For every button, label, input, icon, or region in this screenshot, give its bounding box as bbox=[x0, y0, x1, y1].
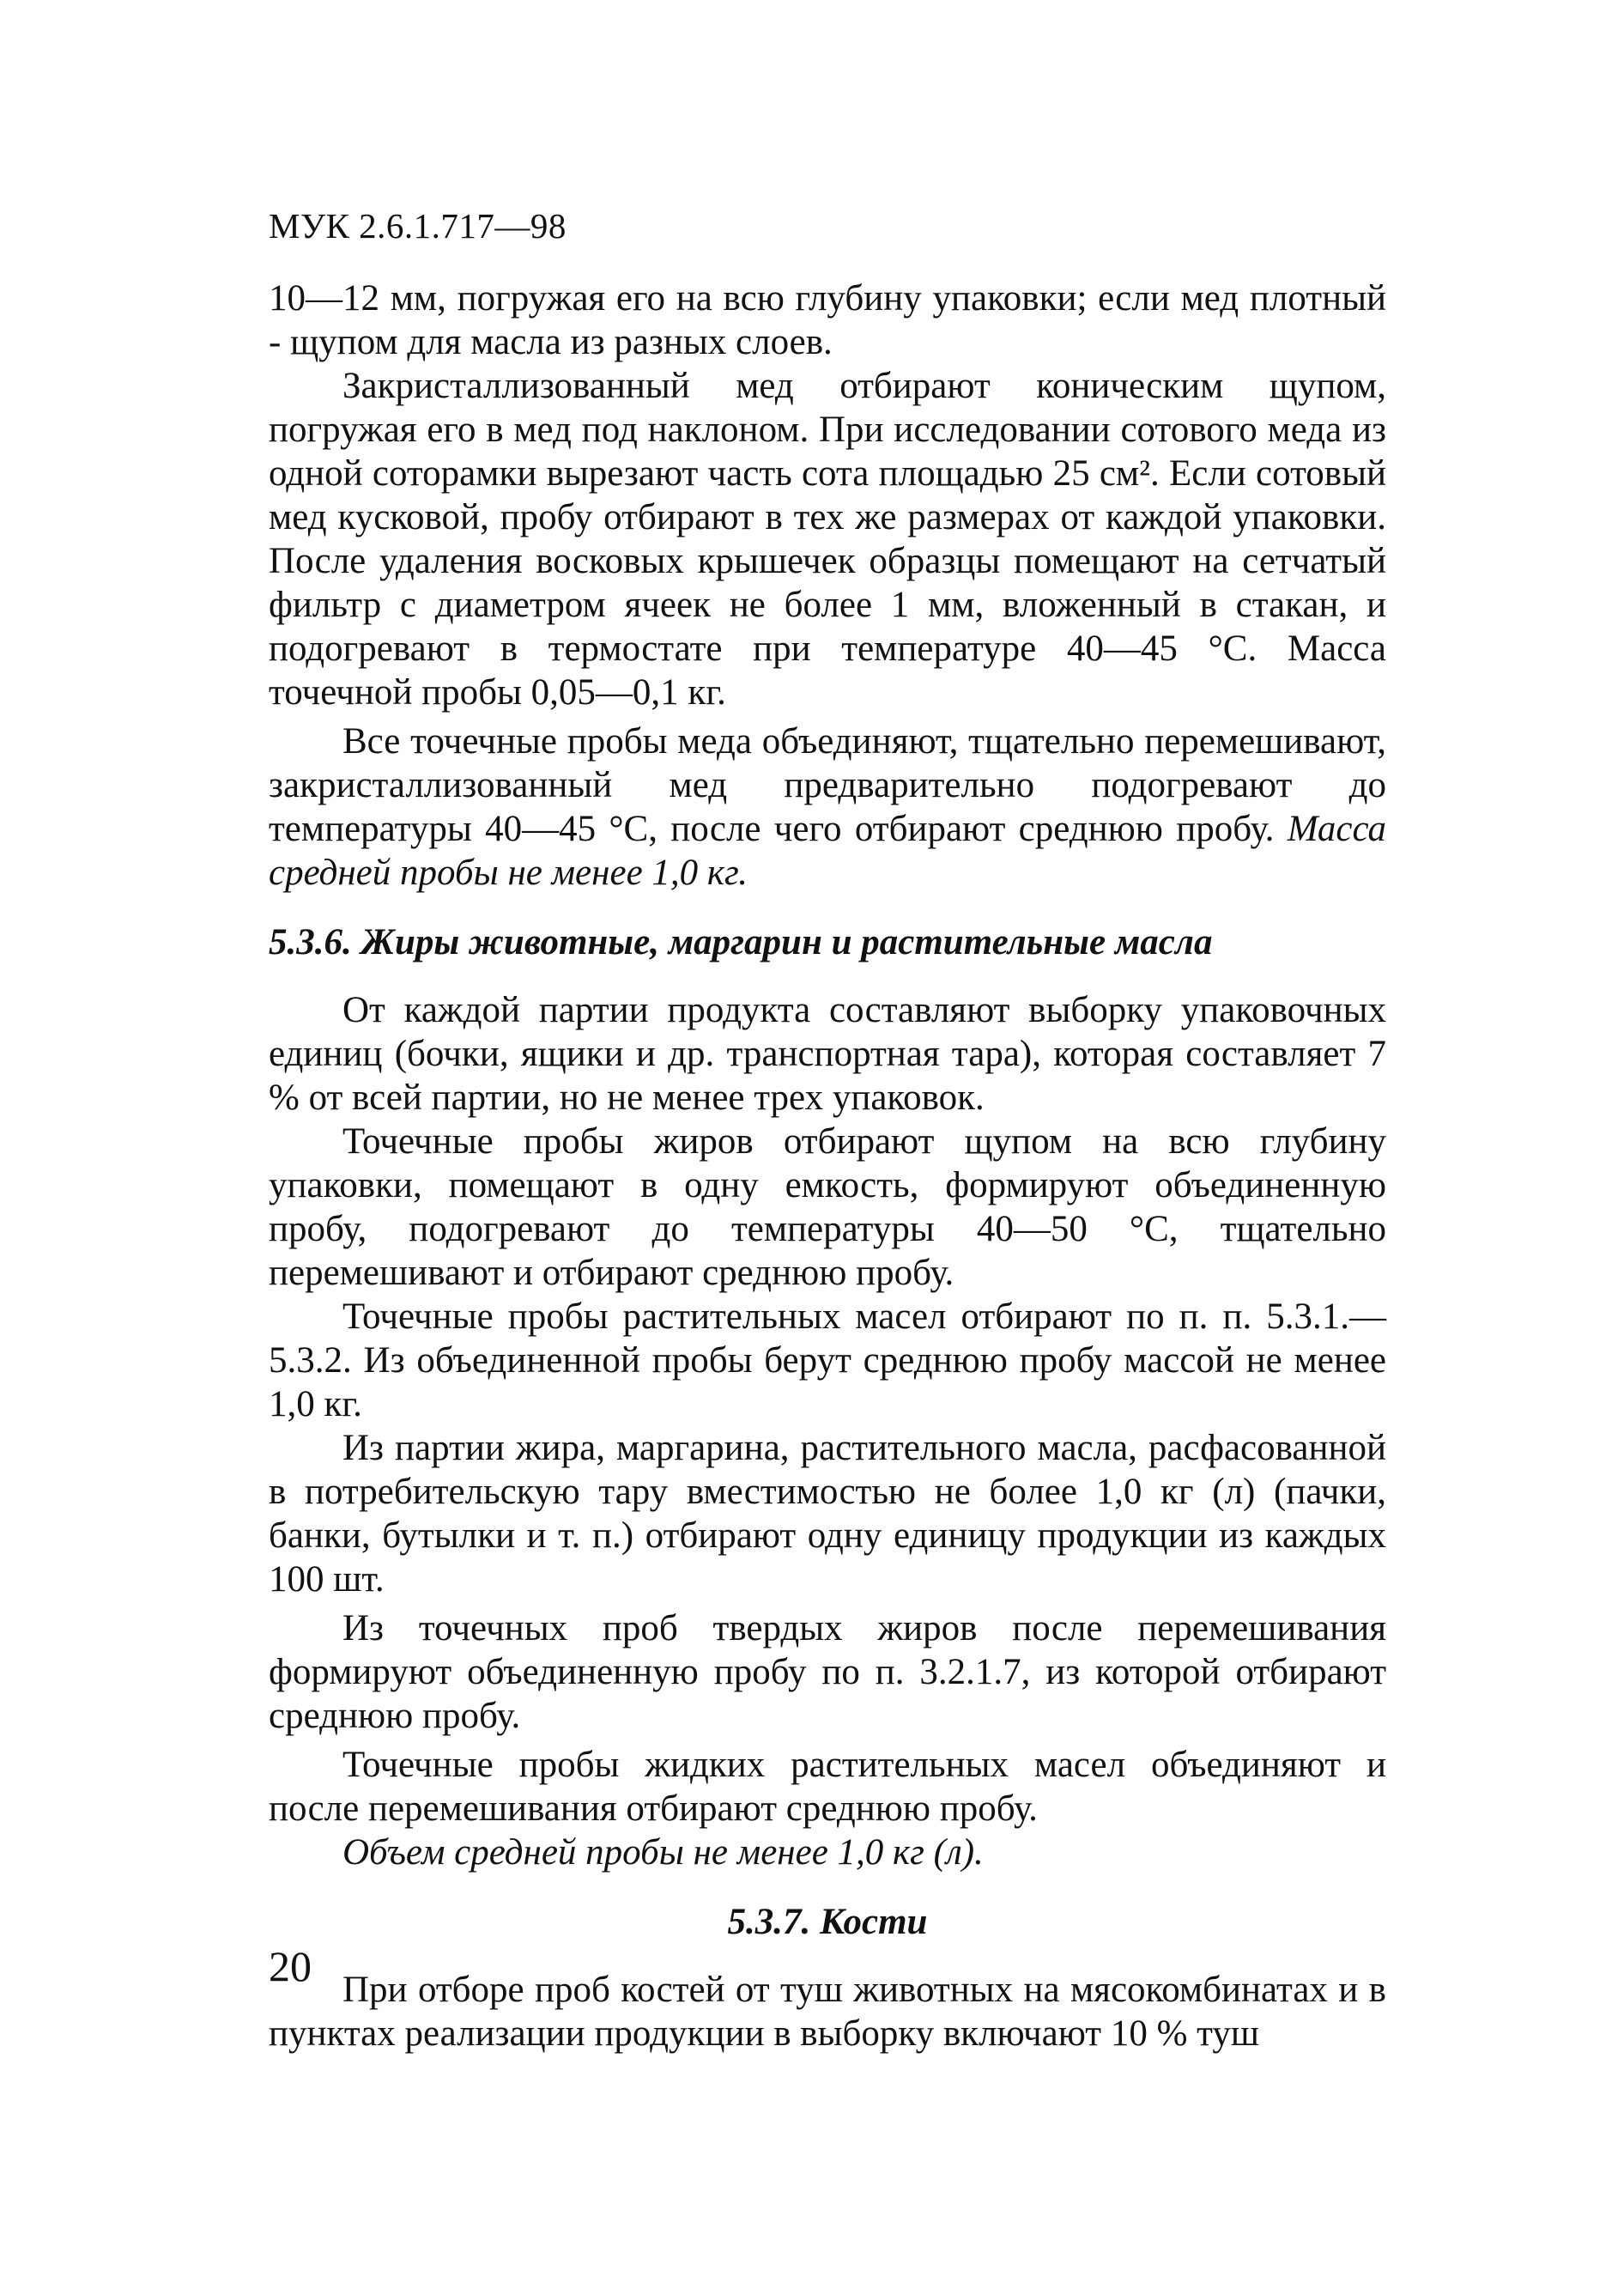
document-code-header: МУК 2.6.1.717—98 bbox=[269, 206, 567, 246]
paragraph-honey-mass-note: Масса средней пробы не менее 1,0 кг. bbox=[269, 809, 1386, 893]
paragraph-liquid-oils: Точечные пробы жидких растительных масел объединяют и после перемешивания отбирают среднюю пробу. bbox=[269, 1745, 1386, 1829]
paragraph-solid-fats: Из точечных проб твердых жиров после перемешивания формируют объединенную пробу по п. 3.2.1.7, из которой отбирают среднюю пробу. bbox=[269, 1608, 1386, 1736]
paragraph-honey-combine bbox=[269, 719, 1386, 895]
paragraph-crystallized-honey: Закристаллизованный мед отбирают коническим щупом, погружая его в мед под наклоном. При исследовании сотового меда из одной соторамки вырезают часть сота площадью 25 см². Если сотовый мед кусковой, пробу отбирают в тех же размерах от каждой упаковки. После удаления восковых крышечек образцы помещают на сетчатый фильтр с диаметром ячеек не более 1 мм, вложенный в стакан, и подогревают в термостате при температуре 40—45 °С. Масса точечной пробы 0,05—0,1 кг. bbox=[269, 366, 1386, 713]
paragraph-consumer-packaging: Из партии жира, маргарина, растительного масла, расфасованной в потребительскую тару вместимостью не более 1,0 кг (л) (пачки, банки, бутылки и т. п.) отбирают одну единицу продукции из каждых 100 шт. bbox=[269, 1428, 1386, 1600]
paragraph-continuation: 10—12 мм, погружая его на всю глубину упаковки; если мед плотный - щупом для масла из разных слоев. bbox=[269, 278, 1386, 362]
paragraph-honey-combine-text: Все точечные пробы меда объединяют, тщательно перемешивают, закристаллизованный мед предварительно подогревают до температуры 40—45 °С, после чего отбирают среднюю пробу. bbox=[269, 721, 1386, 849]
section-heading-5-3-7: 5.3.7. Кости bbox=[727, 1902, 928, 1942]
document-body bbox=[269, 276, 1386, 2055]
paragraph-oils-volume-note: Объем средней пробы не менее 1,0 кг (л). bbox=[342, 1832, 984, 1873]
paragraph-fats-sampling-unit: От каждой партии продукта составляют выборку упаковочных единиц (бочки, ящики и др. транспортная тара), которая составляет 7 % от всей партии, но не менее трех упаковок. bbox=[269, 990, 1386, 1118]
page-number: 20 bbox=[269, 1942, 312, 1990]
section-heading-5-3-6: 5.3.6. Жиры животные, маргарин и растительные масла bbox=[269, 922, 1213, 962]
paragraph-vegetable-oils: Точечные пробы растительных масел отбирают по п. п. 5.3.1.—5.3.2. Из объединенной пробы берут среднюю пробу массой не менее 1,0 кг. bbox=[269, 1296, 1386, 1424]
paragraph-bones-sampling: При отборе проб костей от туш животных на мясокомбинатах и в пунктах реализации продукции в выборку включают 10 % туш bbox=[269, 1970, 1386, 2054]
paragraph-fats-point-samples: Точечные пробы жиров отбирают щупом на всю глубину упаковки, помещают в одну емкость, формируют объединенную пробу, подогревают до температуры 40—50 °С, тщательно перемешивают и отбирают среднюю пробу. bbox=[269, 1121, 1386, 1293]
